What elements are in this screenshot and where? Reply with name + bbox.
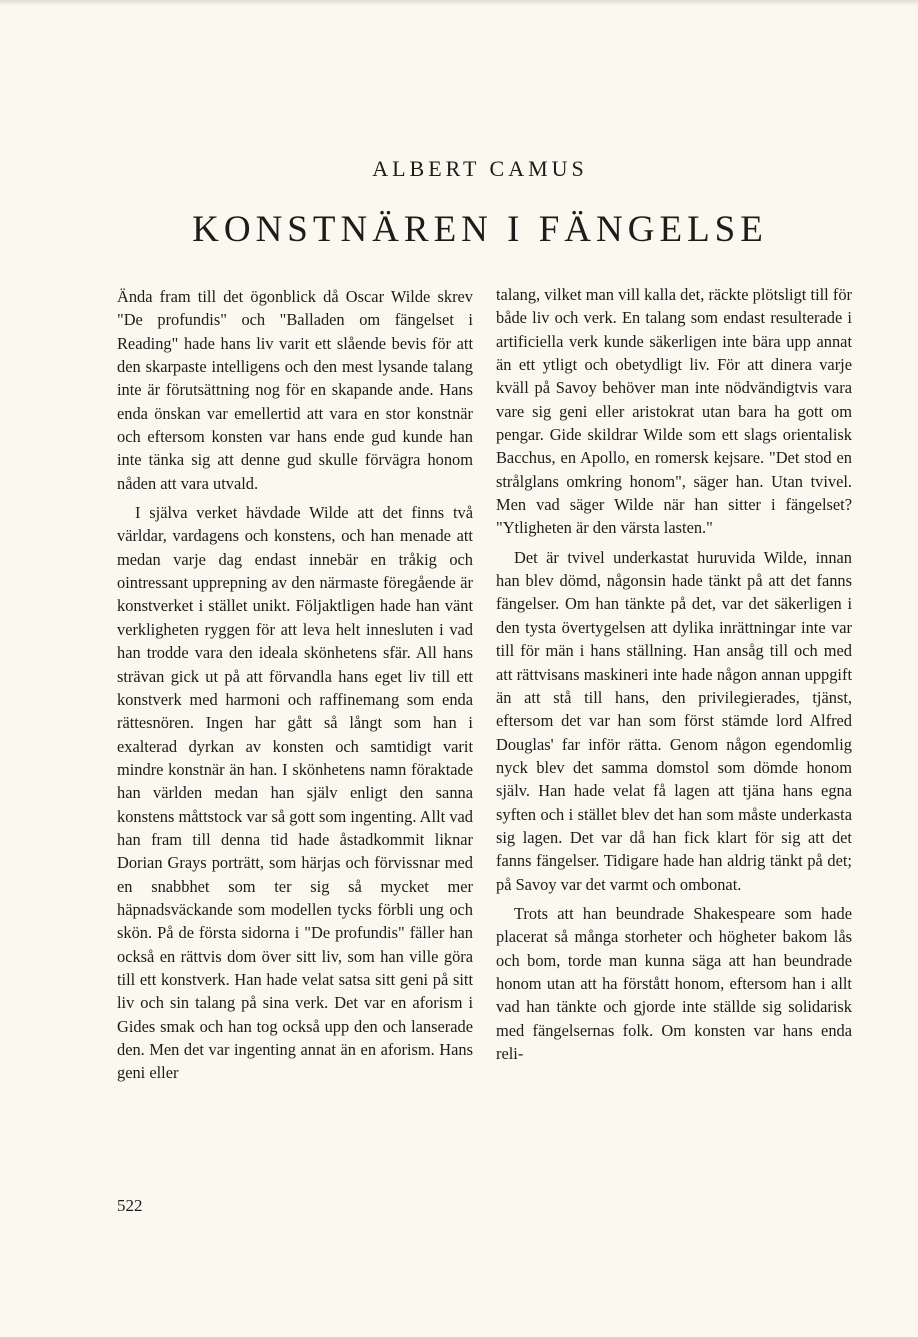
- paragraph: I själva verket hävdade Wilde att det finns två världar, vardagens och konstens, och han menade att medan varje dag endast innebär en tråkig och ointressant upprepning av den närmaste föregående är konstverket i stället unikt. Följaktligen hade han vänt verkligheten ryggen för att leva helt innesluten i vad han trodde vara den ideala skönhetens sfär. All hans strävan gick ut på att förvandla hans eget liv till ett konstverk med harmoni och raffinemang som enda rättesnören. Ingen har gått så långt som han i exalterad dyrkan av konsten och samtidigt varit mindre konstnär än han. I skönhetens namn föraktade han världen medan han själv enligt den sanna konstens måttstock var så gott som ingenting. Allt vad han fram till denna tid hade åstadkommit liknar Dorian Grays porträtt, som härjas och förvissnar med en snabbhet som ter sig så mycket mer häpnadsväckande som modellen tycks förbli ung och skön. På de första sidorna i "De profundis" fäller han också en rättvis dom över sitt liv, som han ville göra till ett konstverk. Han hade velat satsa sitt geni på sitt liv och sin talang på sina verk. Det var en aforism i Gides smak och han tog också upp den och lanserade den. Men det var ingenting annat än en aforism. Hans geni eller: [117, 503, 473, 1083]
- article-title: KONSTNÄREN I FÄNGELSE: [192, 209, 768, 250]
- paragraph: Ända fram till det ögonblick då Oscar Wilde skrev "De profundis" och "Balladen om fängelset i Reading" hade hans liv varit ett slående bevis för att den skarpaste intelligens och den mest lysande talang inte är förutsättning nog för en skapande ande. Hans enda önskan var emellertid att vara en stor konstnär och eftersom konsten var hans ende gud kunde han inte tänka sig att denne gud skulle förvägra honom nåden att vara utvald.: [117, 287, 473, 493]
- page-top-edge: [0, 0, 918, 6]
- page-number: 522: [117, 1196, 143, 1215]
- paragraph: talang, vilket man vill kalla det, räckte plötsligt till för både liv och verk. En talang som endast resulterade i artificiella verk kunde säkerligen inte bära upp annat än ett ytligt och obetydligt liv. För att dinera varje kväll på Savoy behöver man inte nödvändigtvis vara vare sig geni eller aristokrat utan bara ha gott om pengar. Gide skildrar Wilde som ett slags orientalisk Bacchus, en Apollo, en romersk kejsare. "Det stod en strålglans omkring honom", säger han. Utan tvivel. Men vad säger Wilde när han sitter i fängelset? "Ytligheten är den värsta lasten.": [496, 285, 852, 538]
- paragraph: Trots att han beundrade Shakespeare som hade placerat så många storheter och högheter bakom lås och bom, torde man kunna säga att han beundrade honom utan att ha förstått honom, eftersom han i allt vad han tänkte och gjorde inte ställde sig solidarisk med fängelsernas folk. Om konsten var hans enda reli-: [496, 903, 852, 1063]
- left-column: [117, 285, 473, 1091]
- paragraph: Det är tvivel underkastat huruvida Wilde, innan han blev dömd, någonsin hade tänkt på att det fanns fängelser. Om han tänkte på det, var det säkerligen i den tysta övertygelsen att dylika inrättningar inte var till för män i hans ställning. Han ansåg till och med att rättvisans maskineri inte hade någon annan uppgift än att stå till hans, den privilegierades, tjänst, eftersom det var han som först stämde lord Alfred Douglas' far inför rätta. Genom någon egendomlig nyck blev det samma domstol som dömde honom själv. Han hade velat få lagen att tjäna hans egna syften och i stället blev det han som måste underkasta sig lagen. Det var då han fick klart för sig att det fanns fängelser. Tidigare hade han aldrig tänkt på det; på Savoy var det varmt och ombonat.: [496, 547, 852, 894]
- right-column: [496, 283, 852, 1071]
- author-name: ALBERT CAMUS: [372, 156, 588, 181]
